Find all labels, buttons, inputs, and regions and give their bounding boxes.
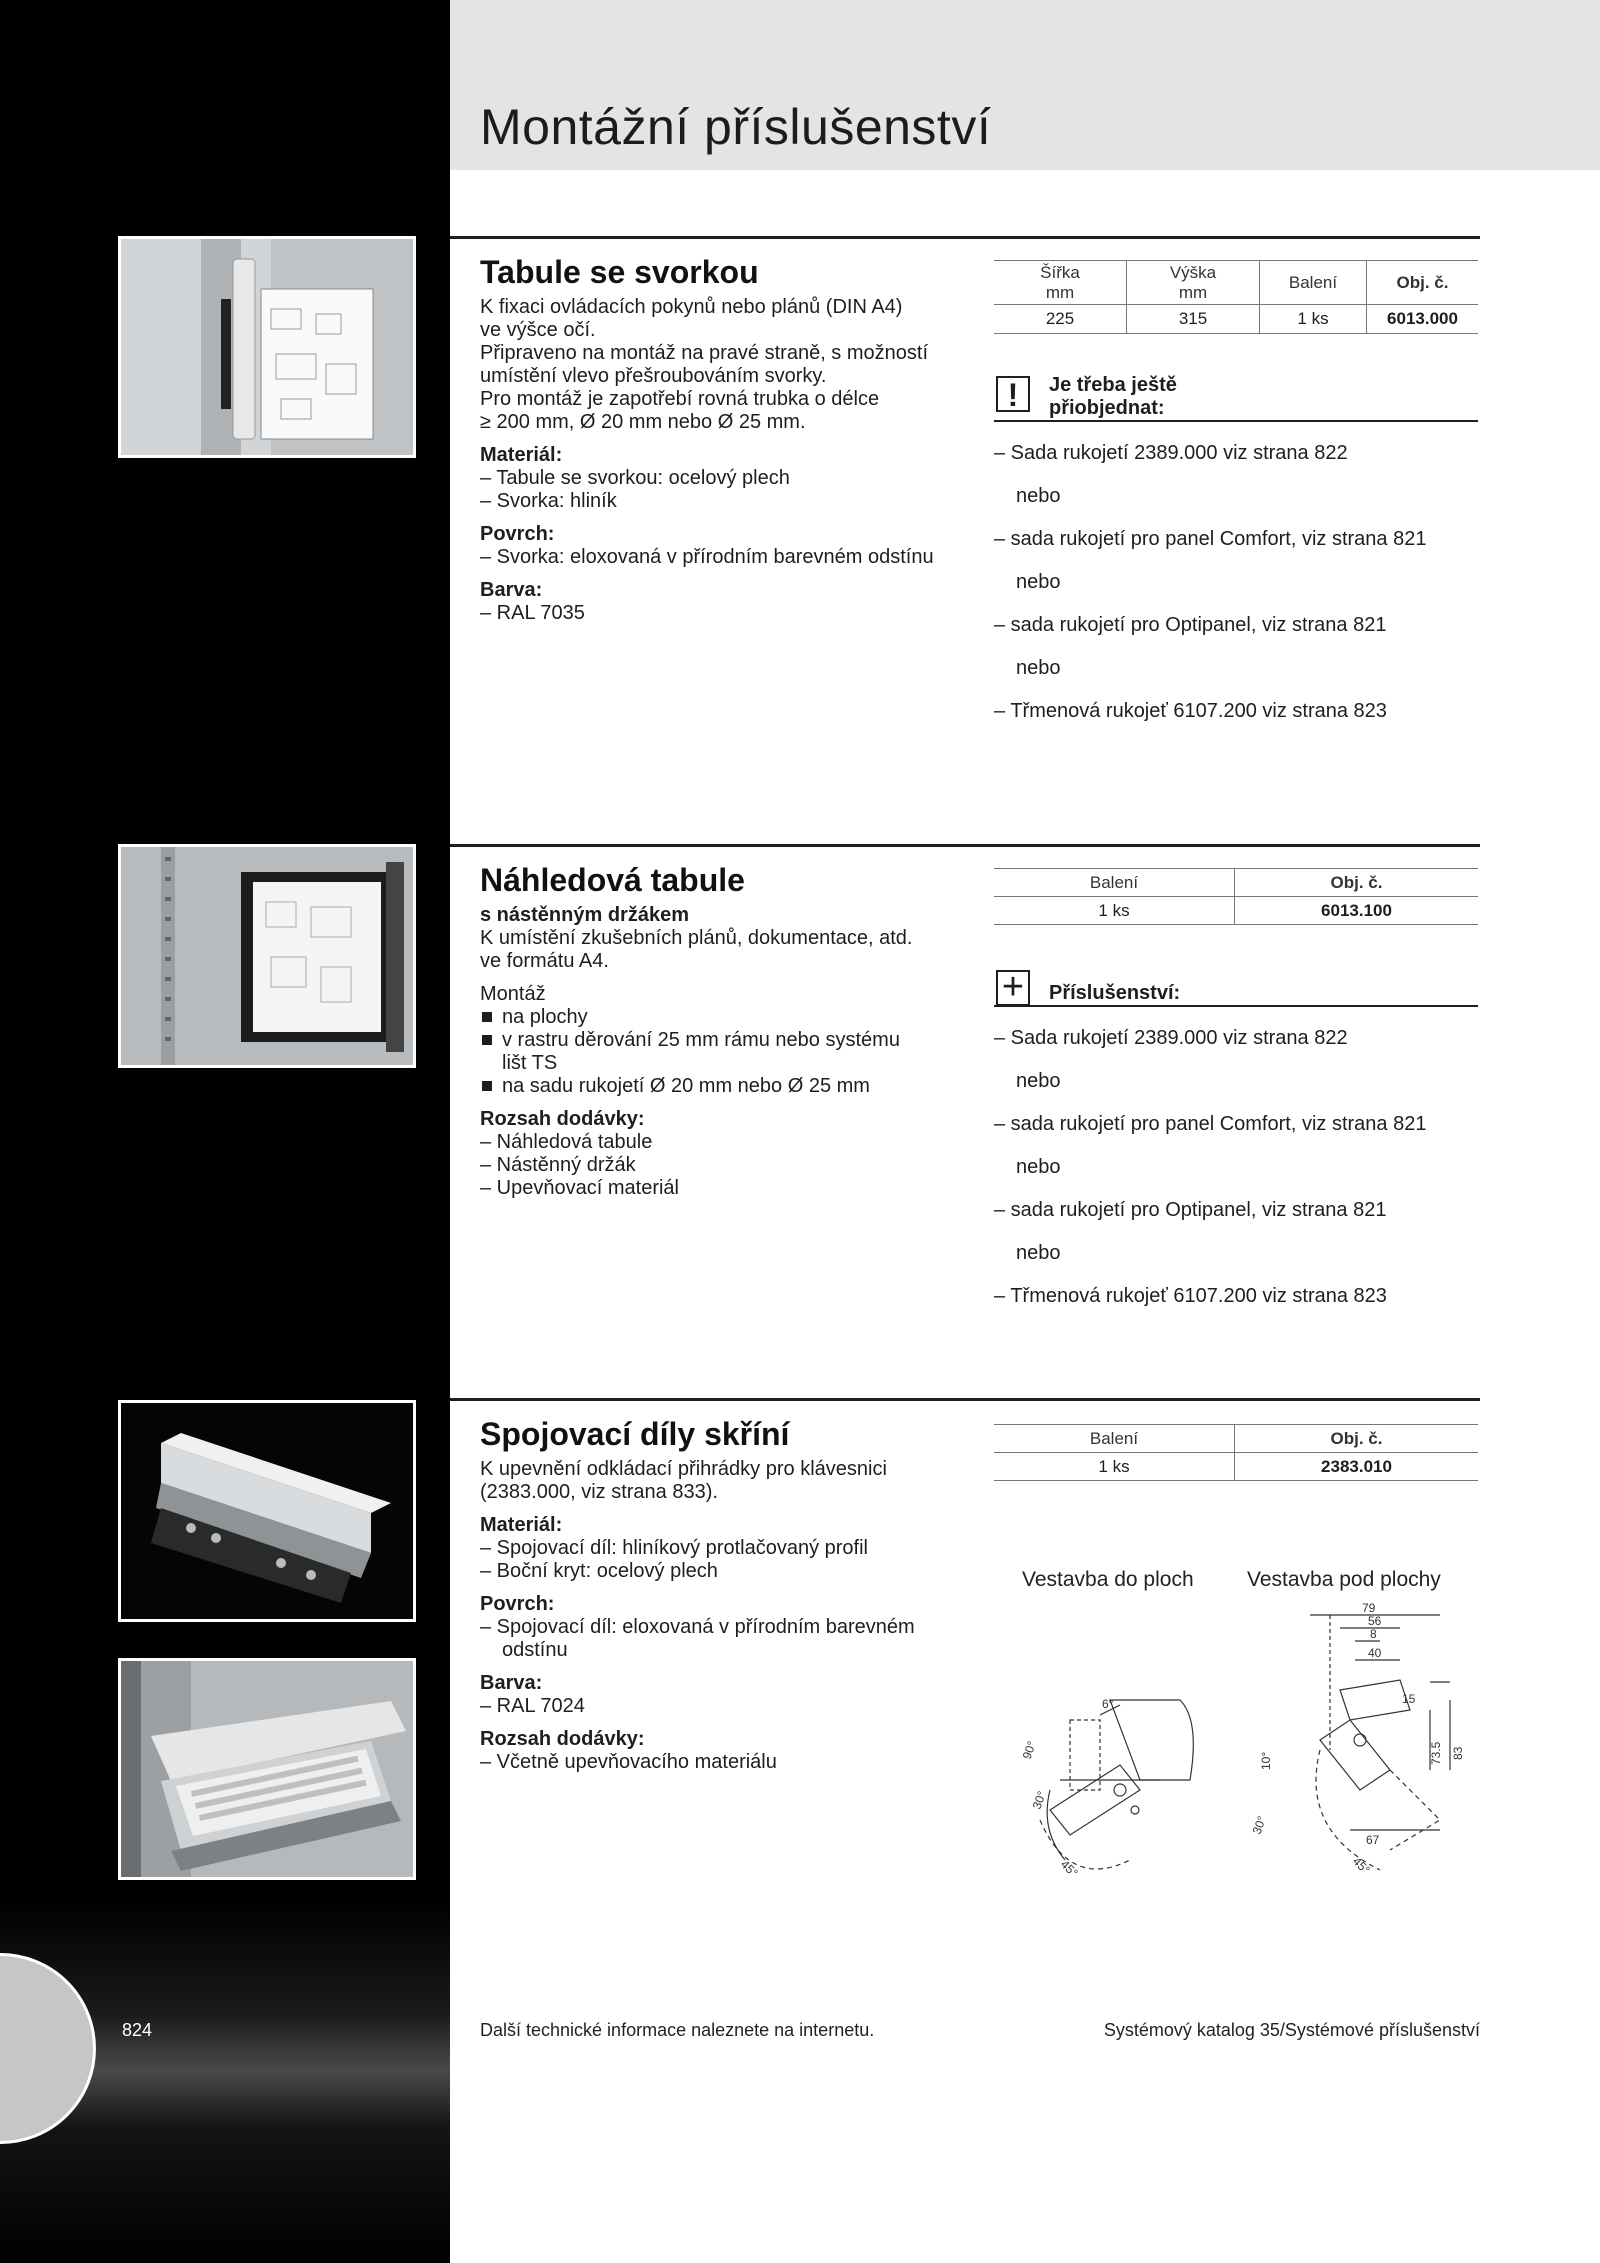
- header-pack: Balení: [994, 869, 1235, 897]
- dim-label: 6°: [1102, 1697, 1114, 1711]
- product-photo-clip-board: [118, 236, 416, 458]
- note-heading: + Příslušenství:: [994, 968, 1478, 1007]
- color-label: Barva:: [480, 1672, 543, 1694]
- section-subtitle: s nástěnným držákem: [480, 904, 689, 926]
- header-order-no: Obj. č.: [1235, 1425, 1479, 1453]
- section-title: Náhledová tabule: [480, 862, 745, 898]
- color-label: Barva:: [480, 579, 543, 601]
- dim-label: 15: [1402, 1692, 1416, 1706]
- header-pack: Balení: [994, 1425, 1235, 1453]
- surface-label: Povrch:: [480, 1593, 555, 1615]
- scope-label: Rozsah dodávky:: [480, 1728, 645, 1750]
- order-number: 2383.010: [1235, 1453, 1479, 1481]
- dim-label: 30°: [1029, 1789, 1050, 1812]
- spec-table-3: Balení Obj. č. 1 ks 2383.010: [994, 1424, 1478, 1481]
- section-rule-3: [450, 1398, 1480, 1401]
- section-title: Tabule se svorkou: [480, 254, 759, 290]
- header-width: Šířka mm: [994, 261, 1127, 305]
- page-number: 824: [122, 2020, 153, 2040]
- order-also-note: ! Je třeba ještě přiobjednat: – Sada rukojetí 2389.000 viz strana 822 nebo – sada rukojetí pro panel Comfort, viz strana 821 nebo – sada rukojetí pro Optipanel, viz strana 821 nebo – Třmenová rukojeť 6107.200 viz strana 823: [994, 374, 1478, 743]
- product-photo-keyboard-shelf: [118, 1658, 416, 1880]
- spec-table-1: Šířka mm Výška mm Balení Obj. č. 225 315 1 ks 6013.000: [994, 260, 1478, 334]
- dim-label: 79: [1362, 1601, 1376, 1615]
- plus-icon: +: [996, 970, 1030, 1006]
- mount-label: Montáž: [480, 983, 546, 1005]
- product-photo-view-board: [118, 844, 416, 1068]
- footer-left: Další technické informace naleznete na internetu.: [480, 2020, 875, 2040]
- dim-label: 67: [1366, 1833, 1380, 1847]
- footer-right: Systémový katalog 35/Systémové příslušenství: [1103, 2020, 1480, 2040]
- section-2-description: Náhledová tabule s nástěnným držákem K umístění zkušebních plánů, dokumentace, atd. ve formátu A4. Montáž na plochy v rastru děrování 25 mm rámu nebo systému lišt TS na sadu rukojetí Ø 20 mm nebo Ø 25 mm Rozsah dodávky: – Náhledová tabule – Nástěnný držák – Upevňovací materiál: [480, 862, 980, 1200]
- material-label: Materiál:: [480, 444, 563, 466]
- dim-label: 45°: [1057, 1857, 1081, 1880]
- dim-label: 73.5: [1429, 1741, 1443, 1765]
- exclamation-icon: !: [996, 376, 1030, 412]
- section-3-description: Spojovací díly skříní K upevnění odkládací přihrádky pro klávesnici (2383.000, viz strana 833). Materiál: – Spojovací díl: hliníkový protlačovaný profil – Boční kryt: ocelový plech Povrch: – Spojovací díl: eloxovaná v přírodním barevném odstínu Barva: – RAL 7024 Rozsah dodávky: – Včetně upevňovacího materiálu: [480, 1416, 980, 1774]
- order-number: 6013.000: [1367, 305, 1479, 334]
- section-rule-1: [450, 236, 1480, 239]
- diagram-label-flush: Vestavba do ploch: [1022, 1568, 1194, 1591]
- dim-label: 45°: [1349, 1854, 1373, 1877]
- dim-label: 8: [1370, 1627, 1377, 1641]
- order-number: 6013.100: [1235, 897, 1479, 925]
- dim-label: 90°: [1019, 1739, 1040, 1762]
- dim-label: 30°: [1249, 1814, 1270, 1837]
- header-order-no: Obj. č.: [1235, 869, 1479, 897]
- material-label: Materiál:: [480, 1514, 563, 1536]
- diagram-label-under: Vestavba pod plochy: [1247, 1568, 1441, 1591]
- diagram-flush-mount: [1010, 1660, 1210, 1880]
- header-order-no: Obj. č.: [1367, 261, 1479, 305]
- dim-label: 83: [1451, 1746, 1465, 1760]
- header-height: Výška mm: [1127, 261, 1260, 305]
- dim-label: 40: [1368, 1646, 1382, 1660]
- scope-label: Rozsah dodávky:: [480, 1108, 645, 1130]
- diagram-under-mount: [1240, 1600, 1470, 1890]
- spec-table-2: Balení Obj. č. 1 ks 6013.100: [994, 868, 1478, 925]
- product-photo-connector-part: [118, 1400, 416, 1622]
- section-rule-2: [450, 844, 1480, 847]
- dim-label: 10°: [1259, 1751, 1273, 1770]
- page-title: Montážní příslušenství: [480, 99, 992, 155]
- section-1-description: Tabule se svorkou K fixaci ovládacích pokynů nebo plánů (DIN A4) ve výšce očí. Připraveno na montáž na pravé straně, s možností umístění vlevo přešroubováním svorky. Pro montáž je zapotřebí rovná trubka o délce ≥ 200 mm, Ø 20 mm nebo Ø 25 mm. Materiál: – Tabule se svorkou: ocelový plech – Svorka: hliník Povrch: – Svorka: eloxovaná v přírodním barevném odstínu Barva: – RAL 7035: [480, 254, 980, 625]
- note-heading: ! Je třeba ještě přiobjednat:: [994, 374, 1478, 422]
- accessories-note: + Příslušenství: – Sada rukojetí 2389.000 viz strana 822 nebo – sada rukojetí pro panel Comfort, viz strana 821 nebo – sada rukojetí pro Optipanel, viz strana 821 nebo – Třmenová rukojeť 6107.200 viz strana 823: [994, 968, 1478, 1328]
- section-title: Spojovací díly skříní: [480, 1416, 790, 1452]
- dim-label: 56: [1368, 1614, 1382, 1628]
- header-pack: Balení: [1260, 261, 1367, 305]
- surface-label: Povrch:: [480, 523, 555, 545]
